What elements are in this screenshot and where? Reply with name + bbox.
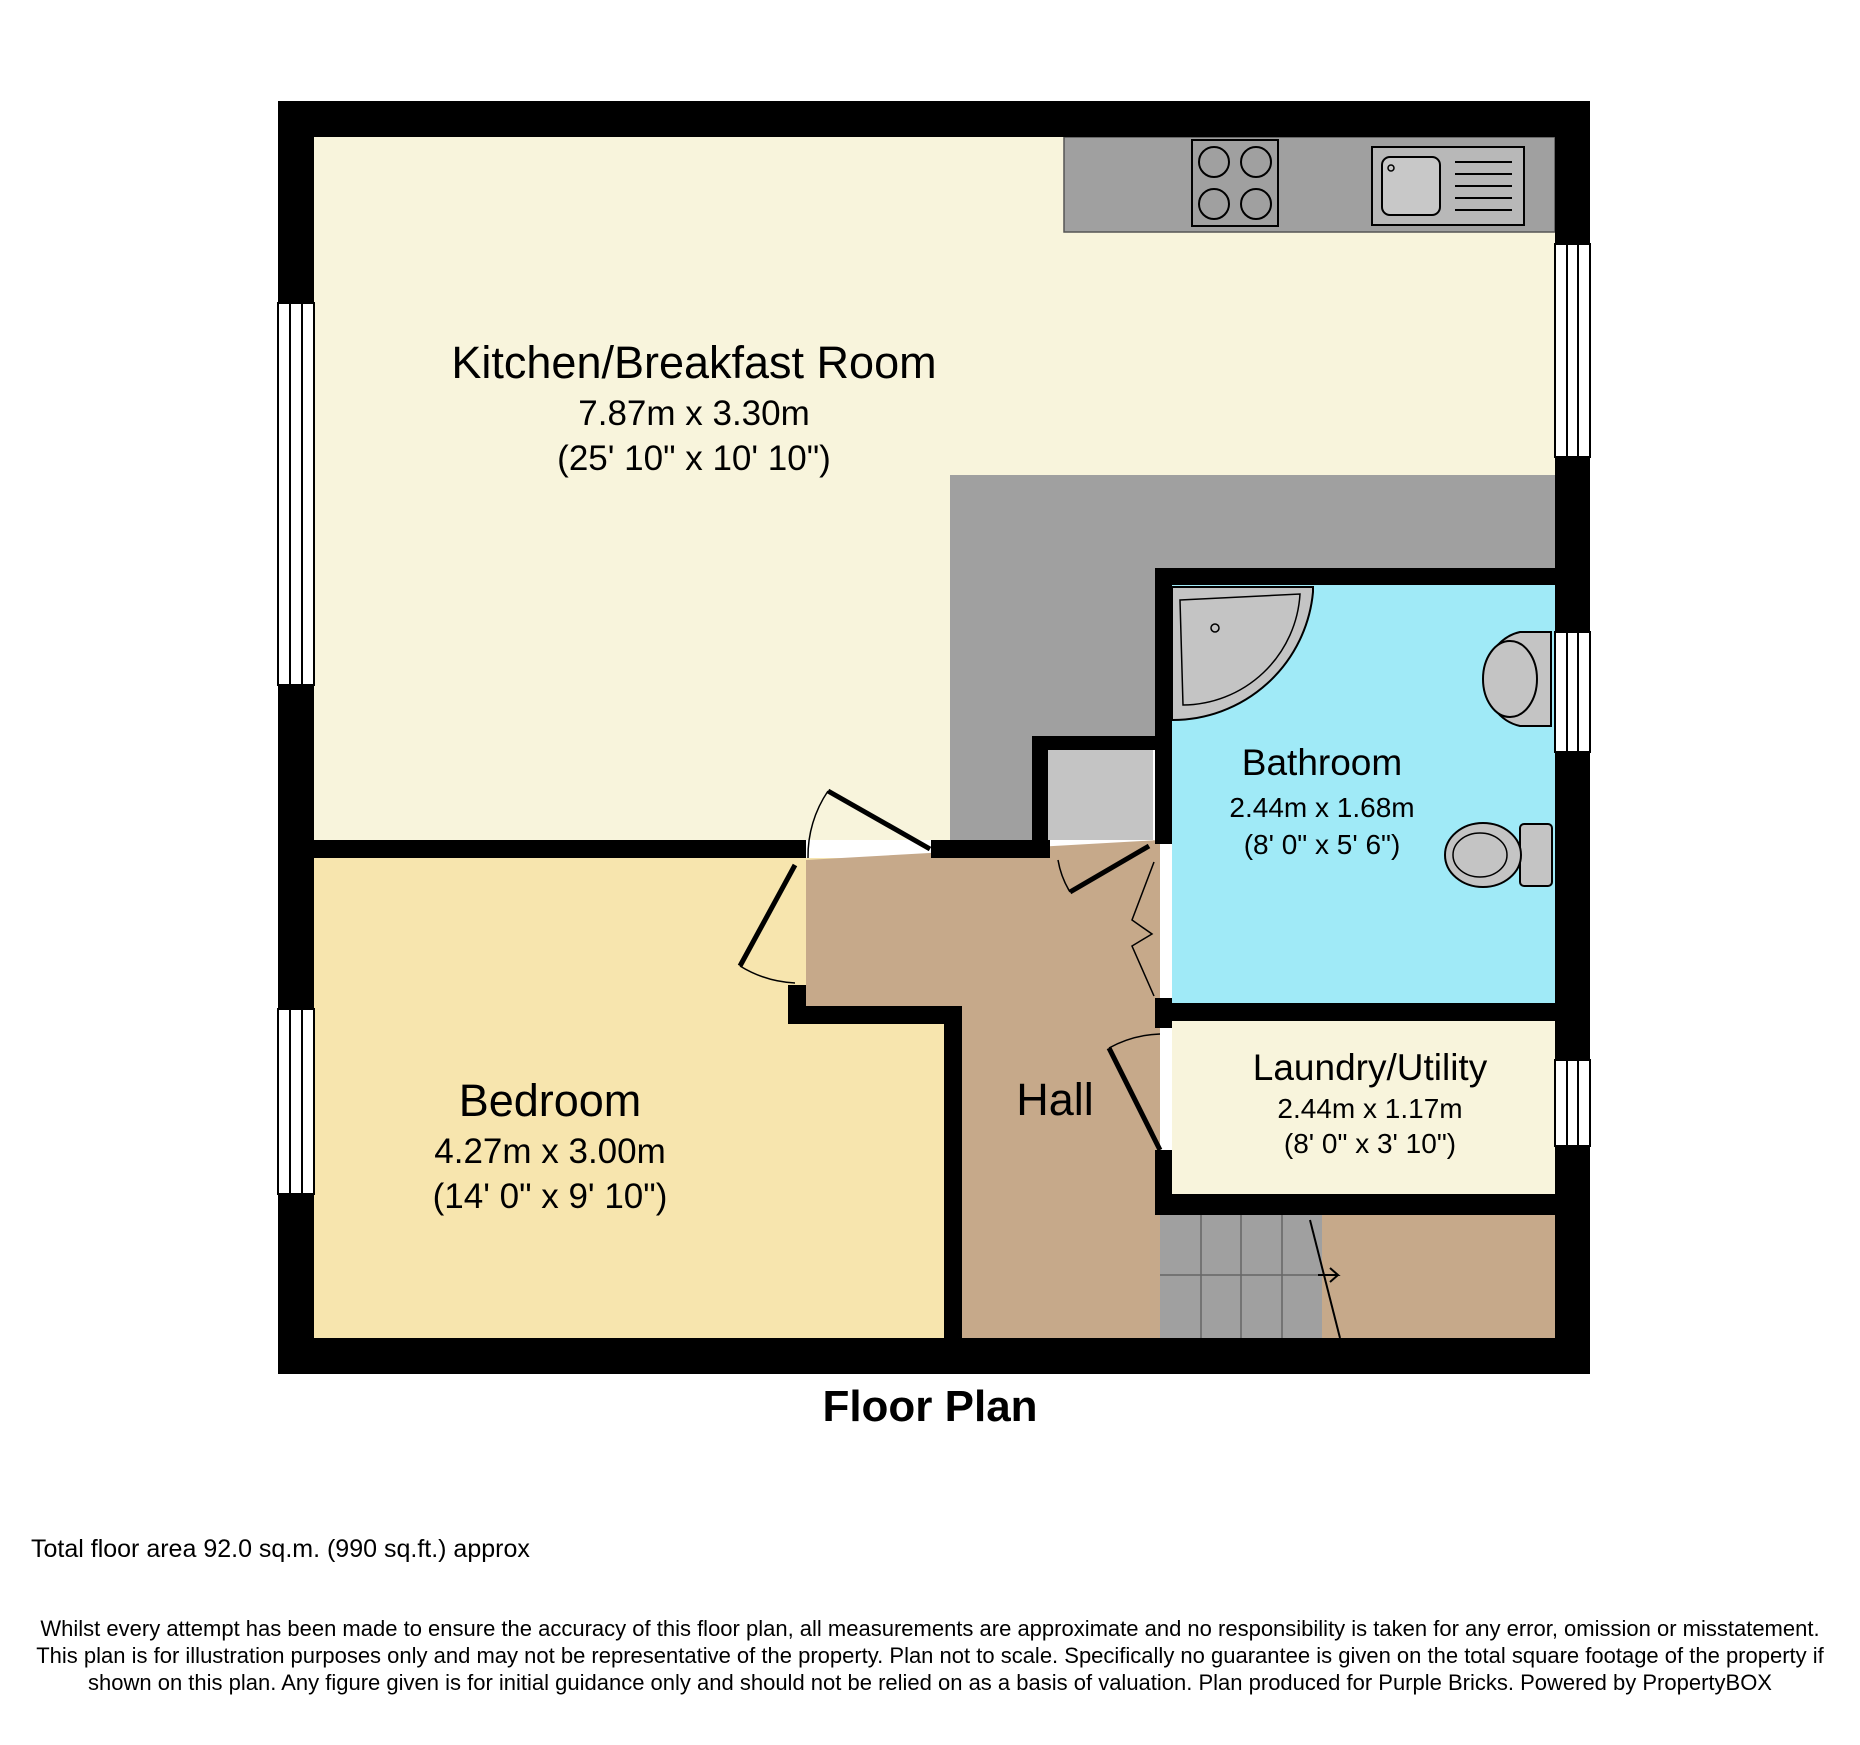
outer-wall-top <box>278 101 1590 137</box>
room-dimensions-metric: 2.44m x 1.17m <box>1277 1092 1463 1124</box>
room-name: Bathroom <box>1241 742 1403 783</box>
room-dimensions-imperial: (14' 0" x 9' 10") <box>432 1177 668 1217</box>
plan-title: Floor Plan <box>822 1382 1038 1431</box>
wall-bathroom-top <box>1155 568 1555 585</box>
room-name: Hall <box>1016 1074 1094 1125</box>
wall-laundry-bottom <box>1155 1194 1555 1215</box>
sink-icon <box>1372 147 1524 225</box>
stair-landing-floor <box>1322 1215 1555 1338</box>
room-dimensions-metric: 7.87m x 3.30m <box>578 394 810 434</box>
total-floor-area: Total floor area 92.0 sq.m. (990 sq.ft.) approx <box>31 1535 530 1563</box>
room-dimensions-metric: 2.44m x 1.68m <box>1229 791 1415 823</box>
room-label-bathroom <box>1172 741 1472 861</box>
window-bedroom-left <box>278 1009 314 1194</box>
storage-cupboard <box>1048 750 1153 840</box>
wall-bedroom-hall <box>944 1006 962 1338</box>
stairs <box>1160 1215 1340 1338</box>
window-laundry-right <box>1555 1060 1590 1146</box>
disclaimer-text: Whilst every attempt has been made to ensure the accuracy of this floor plan, all measurements are approximate and no responsibility is taken for any error, omission or misstatement. This plan is for illustration purposes only and may not be representative of the property. Plan not to scale. Specifically no guarantee is given on the total square footage of the property if shown on this plan. Any figure given is for initial guidance only and should not be relied on as a basis of valuation. Plan produced for Purple Bricks. Powered by PropertyBOX <box>36 1616 1824 1695</box>
room-name: Kitchen/Breakfast Room <box>451 337 937 388</box>
outer-wall-bottom <box>278 1338 1590 1374</box>
wall-bathroom-left <box>1155 568 1172 844</box>
room-label-hall <box>990 1073 1120 1126</box>
window-kitchen-right <box>1555 244 1590 457</box>
room-name: Bedroom <box>458 1075 642 1126</box>
wall-kitchen-bedroom <box>314 840 806 858</box>
hob-icon <box>1192 140 1278 226</box>
room-label-bedroom <box>350 1074 750 1218</box>
wall-bathroom-laundry <box>1155 1003 1555 1021</box>
room-dimensions-imperial: (8' 0" x 3' 10") <box>1283 1127 1457 1159</box>
room-dimensions-metric: 4.27m x 3.00m <box>434 1132 666 1172</box>
window-bathroom-right <box>1555 632 1590 752</box>
window-kitchen-left <box>278 303 314 685</box>
room-dimensions-imperial: (8' 0" x 5' 6") <box>1243 828 1401 860</box>
room-dimensions-imperial: (25' 10" x 10' 10") <box>557 439 831 479</box>
room-name: Laundry/Utility <box>1252 1047 1488 1088</box>
room-label-kitchen <box>394 336 994 480</box>
room-label-laundry <box>1210 1046 1530 1160</box>
